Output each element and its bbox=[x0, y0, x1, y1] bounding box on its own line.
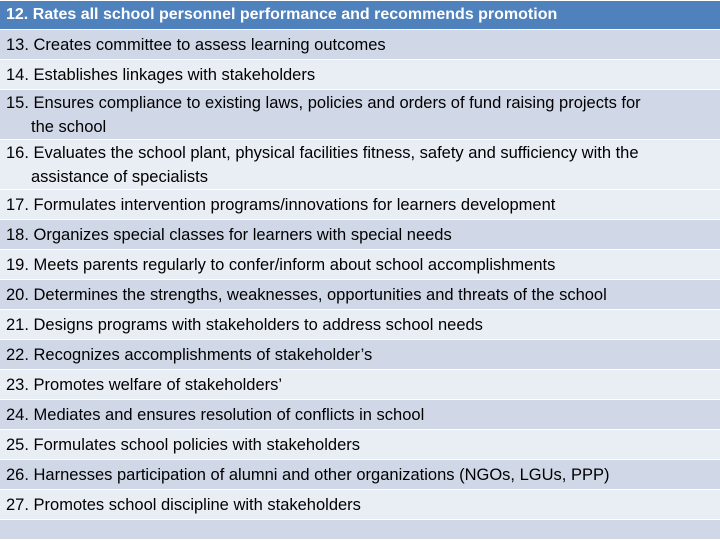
table-row bbox=[0, 90, 720, 140]
table-row bbox=[0, 460, 720, 490]
table-row bbox=[0, 250, 720, 280]
row-text: 21. Designs programs with stakeholders to address school needs bbox=[6, 316, 483, 334]
row-text: 24. Mediates and ensures resolution of conflicts in school bbox=[6, 406, 425, 424]
row-text: 19. Meets parents regularly to confer/inform about school accomplishments bbox=[6, 256, 556, 274]
table-header-row bbox=[0, 1, 720, 30]
row-text: 22. Recognizes accomplishments of stakeholder’s bbox=[6, 346, 373, 364]
row-text: 25. Formulates school policies with stakeholders bbox=[6, 436, 361, 454]
row-text: 20. Determines the strengths, weaknesses, opportunities and threats of the school bbox=[6, 286, 607, 304]
row-text-continued: the school bbox=[31, 118, 107, 136]
row-text: 27. Promotes school discipline with stakeholders bbox=[6, 496, 361, 514]
table-row bbox=[0, 190, 720, 220]
row-text: 17. Formulates intervention programs/innovations for learners development bbox=[6, 196, 556, 214]
table-row bbox=[0, 400, 720, 430]
row-text: 15. Ensures compliance to existing laws, policies and orders of fund raising projects for bbox=[6, 94, 641, 112]
table-row bbox=[0, 310, 720, 340]
row-text: 26. Harnesses participation of alumni and other organizations (NGOs, LGUs, PPP) bbox=[6, 466, 610, 484]
table-row bbox=[0, 490, 720, 520]
table-row bbox=[0, 30, 720, 60]
table-row bbox=[0, 370, 720, 400]
table-row bbox=[0, 280, 720, 310]
table-row bbox=[0, 60, 720, 90]
row-text: 16. Evaluates the school plant, physical facilities fitness, safety and sufficiency with the bbox=[6, 144, 639, 162]
table-row bbox=[0, 140, 720, 190]
row-text: 18. Organizes special classes for learners with special needs bbox=[6, 226, 452, 244]
table-row-cut-off bbox=[0, 520, 720, 540]
row-text: 23. Promotes welfare of stakeholders’ bbox=[6, 376, 283, 394]
row-text-continued: assistance of specialists bbox=[31, 168, 208, 186]
table-row bbox=[0, 220, 720, 250]
row-text: 14. Establishes linkages with stakeholders bbox=[6, 66, 316, 84]
header-text: 12. Rates all school personnel performance and recommends promotion bbox=[6, 6, 558, 23]
table-row bbox=[0, 430, 720, 460]
row-text: 13. Creates committee to assess learning outcomes bbox=[6, 36, 386, 54]
table-row bbox=[0, 340, 720, 370]
